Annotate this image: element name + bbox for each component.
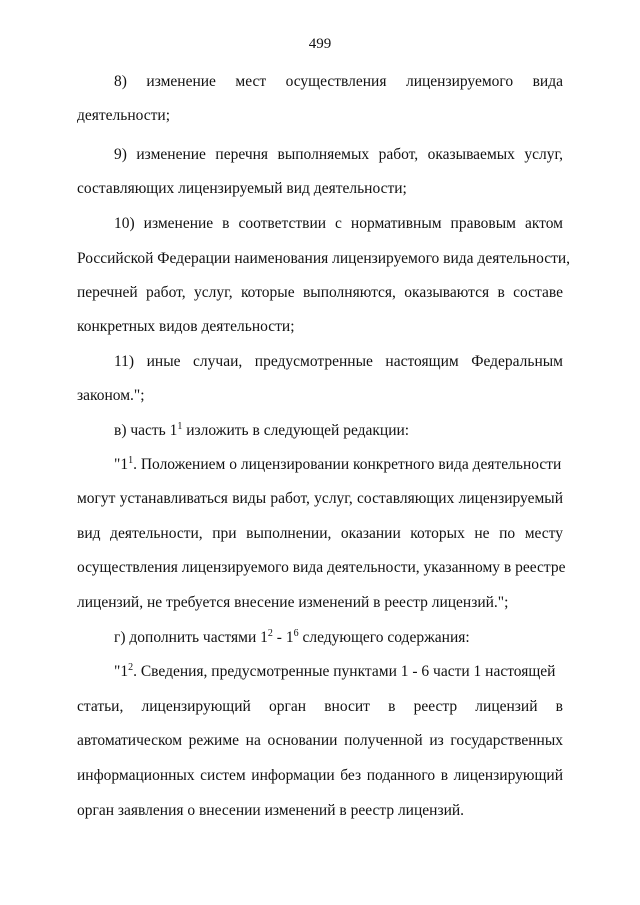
text-line: 8) изменение мест осуществления лицензируемого вида: [114, 73, 563, 90]
superscript: 1: [177, 421, 183, 432]
quote-punct: .: [133, 456, 137, 473]
quote-paragraph-first-line: [114, 662, 563, 682]
quote-punct: .: [133, 663, 137, 680]
superscript: 2: [128, 662, 134, 673]
text-line: конкретных видов деятельности;: [77, 318, 295, 335]
quote-open: "1: [114, 663, 129, 680]
quote-paragraph-first-line: [114, 455, 563, 475]
text-line: 11) иные случаи, предусмотренные настоящим Федеральным: [114, 353, 563, 370]
superscript: 1: [128, 455, 134, 466]
text-line: деятельности;: [77, 107, 171, 124]
quote-open: "1: [114, 456, 129, 473]
text-line: 10) изменение в соответствии с нормативным правовым актом: [114, 215, 563, 232]
text-line: орган заявления о внесении изменений в реестр лицензий.: [77, 802, 465, 819]
text-line: составляющих лицензируемый вид деятельности;: [77, 180, 407, 197]
text-line: 9) изменение перечня выполняемых работ, оказываемых услуг,: [114, 146, 563, 163]
quote-text: Положением о лицензировании конкретного вида деятельности: [140, 456, 562, 473]
text-line: статьи, лицензирующий орган вносит в реестр лицензий в: [77, 698, 563, 715]
superscript: 2: [267, 628, 273, 639]
text-line: вид деятельности, при выполнении, оказании которых не по месту: [77, 525, 563, 542]
text-line: лицензий, не требуется внесение изменений в реестр лицензий.";: [77, 594, 509, 611]
text-line: могут устанавливаться виды работ, услуг, составляющих лицензируемый: [77, 490, 563, 507]
subpoint-g-text: - 1: [272, 629, 294, 646]
text-line: автоматическом режиме на основании полученной из государственных: [77, 732, 563, 749]
subpoint-v-line: [114, 421, 563, 441]
subpoint-g-line: [114, 628, 563, 648]
text-line: осуществления лицензируемого вида деятельности, указанному в реестре: [77, 559, 566, 576]
subpoint-v-text: в) часть 1: [114, 422, 178, 439]
subpoint-g-text: следующего содержания:: [298, 629, 470, 646]
quote-text: Сведения, предусмотренные пунктами 1 - 6 части 1 настоящей: [140, 663, 556, 680]
superscript: 6: [293, 628, 299, 639]
page-number: 499: [308, 36, 332, 52]
text-line: информационных систем информации без поданного в лицензирующий: [77, 767, 563, 784]
text-line: законом.";: [77, 387, 145, 404]
text-line: перечней работ, услуг, которые выполняются, оказываются в составе: [77, 284, 563, 301]
subpoint-v-text: изложить в следующей редакции:: [182, 422, 410, 439]
subpoint-g-text: г) дополнить частями 1: [114, 629, 268, 646]
text-line: Российской Федерации наименования лицензируемого вида деятельности,: [77, 250, 571, 267]
